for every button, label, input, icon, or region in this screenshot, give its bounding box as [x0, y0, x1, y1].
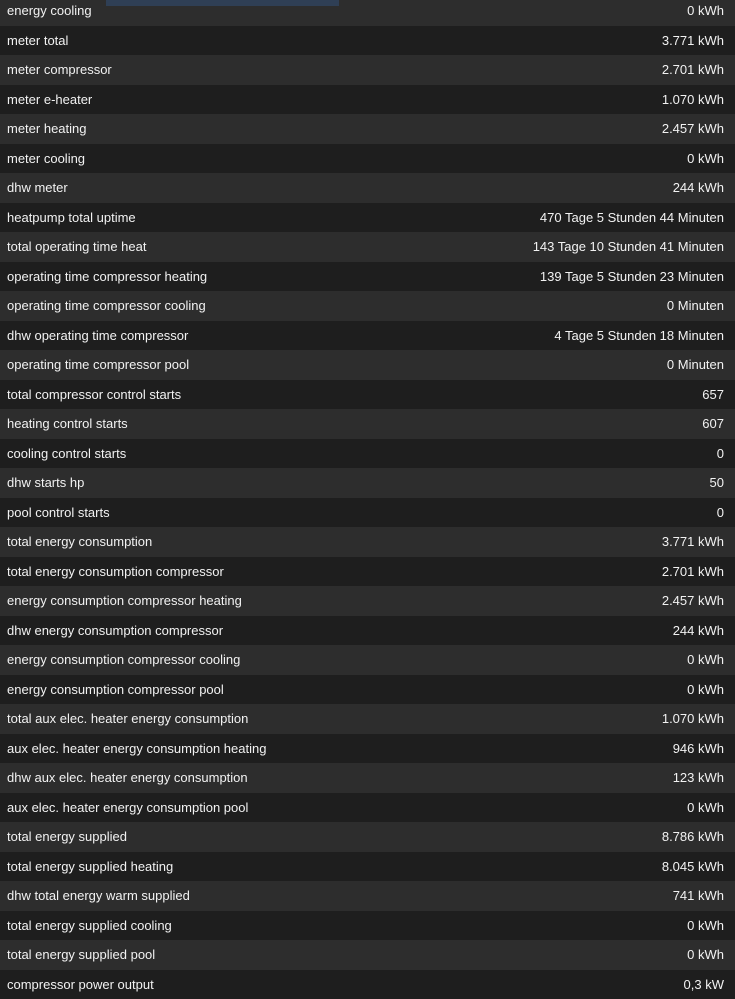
sensor-value: 244 kWh [672, 180, 724, 196]
list-item[interactable] [0, 557, 735, 587]
list-item[interactable] [0, 439, 735, 469]
sensor-label: cooling control starts [7, 445, 127, 461]
sensor-value: 8.786 kWh [661, 829, 724, 845]
sensor-label: meter e-heater [7, 91, 93, 107]
sensor-value: 139 Tage 5 Stunden 23 Minuten [539, 268, 724, 284]
sensor-label: compressor power output [7, 976, 154, 992]
list-item[interactable] [0, 173, 735, 203]
list-item[interactable] [0, 822, 735, 852]
list-item[interactable] [0, 586, 735, 616]
sensor-value: 946 kWh [672, 740, 724, 756]
sensor-label: total energy supplied [7, 829, 127, 845]
list-item[interactable] [0, 26, 735, 56]
list-item[interactable] [0, 675, 735, 705]
sensor-label: energy consumption compressor pool [7, 681, 224, 697]
sensor-label: total energy supplied pool [7, 947, 156, 963]
list-item[interactable] [0, 85, 735, 115]
sensor-label: operating time compressor cooling [7, 298, 206, 314]
list-item[interactable] [0, 970, 735, 999]
list-item[interactable] [0, 262, 735, 292]
list-item[interactable] [0, 350, 735, 380]
sensor-label: dhw energy consumption compressor [7, 622, 224, 638]
sensor-label: meter heating [7, 121, 87, 137]
sensor-label: total energy consumption compressor [7, 563, 224, 579]
sensor-value: 0 kWh [687, 681, 724, 697]
sensor-label: meter cooling [7, 150, 86, 166]
sensor-label: total compressor control starts [7, 386, 182, 402]
sensor-value: 0 kWh [687, 652, 724, 668]
sensor-label: total energy consumption [7, 534, 153, 550]
sensor-label: dhw meter [7, 180, 68, 196]
list-item[interactable] [0, 911, 735, 941]
sensor-label: dhw aux elec. heater energy consumption [7, 770, 248, 786]
list-item[interactable] [0, 940, 735, 970]
sensor-label: total energy supplied cooling [7, 917, 172, 933]
list-item[interactable] [0, 616, 735, 646]
list-item[interactable] [0, 498, 735, 528]
sensor-label: aux elec. heater energy consumption heating [7, 740, 267, 756]
list-item[interactable] [0, 645, 735, 675]
sensor-label: operating time compressor pool [7, 357, 190, 373]
sensor-label: energy cooling [7, 3, 92, 19]
sensor-label: meter compressor [7, 62, 112, 78]
sensor-label: dhw operating time compressor [7, 327, 189, 343]
sensor-value: 0 Minuten [666, 298, 724, 314]
list-item[interactable] [0, 763, 735, 793]
list-item[interactable] [0, 321, 735, 351]
sensor-label: total energy supplied heating [7, 858, 174, 874]
sensor-label: dhw total energy warm supplied [7, 888, 190, 904]
sensor-value: 0 kWh [687, 799, 724, 815]
list-item[interactable] [0, 380, 735, 410]
sensor-value: 2.701 kWh [661, 62, 724, 78]
sensor-label: heating control starts [7, 416, 128, 432]
sensor-value: 0 kWh [687, 3, 724, 19]
sensor-label: meter total [7, 32, 69, 48]
sensor-value: 244 kWh [672, 622, 724, 638]
sensor-label: operating time compressor heating [7, 268, 208, 284]
sensor-value: 607 [702, 416, 724, 432]
list-item[interactable] [0, 409, 735, 439]
list-item[interactable] [0, 734, 735, 764]
list-item[interactable] [0, 291, 735, 321]
sensor-value: 2.457 kWh [661, 121, 724, 137]
sensor-value: 8.045 kWh [661, 858, 724, 874]
sensor-value: 0,3 kW [683, 976, 724, 992]
sensor-value: 0 kWh [687, 947, 724, 963]
sensor-value: 2.457 kWh [661, 593, 724, 609]
sensor-label: dhw starts hp [7, 475, 85, 491]
sensor-value: 0 [716, 504, 724, 520]
sensor-value: 470 Tage 5 Stunden 44 Minuten [539, 209, 724, 225]
list-item[interactable] [0, 144, 735, 174]
list-item[interactable] [0, 203, 735, 233]
sensor-label: energy consumption compressor cooling [7, 652, 241, 668]
sensor-value: 0 kWh [687, 150, 724, 166]
sensor-value: 0 kWh [687, 917, 724, 933]
sensor-value: 0 Minuten [666, 357, 724, 373]
list-item[interactable] [0, 852, 735, 882]
sensor-label: heatpump total uptime [7, 209, 136, 225]
sensor-value: 50 [709, 475, 724, 491]
sensor-value: 123 kWh [672, 770, 724, 786]
sensor-value: 3.771 kWh [661, 534, 724, 550]
sensor-label: energy consumption compressor heating [7, 593, 242, 609]
sensor-label: total aux elec. heater energy consumption [7, 711, 249, 727]
list-item[interactable] [0, 232, 735, 262]
sensor-value: 3.771 kWh [661, 32, 724, 48]
list-item[interactable] [0, 114, 735, 144]
list-item[interactable] [0, 468, 735, 498]
sensor-value: 2.701 kWh [661, 563, 724, 579]
list-item[interactable] [0, 55, 735, 85]
sensor-value: 657 [702, 386, 724, 402]
sensor-value: 1.070 kWh [661, 91, 724, 107]
top-scroll-indicator [106, 0, 339, 6]
list-item[interactable] [0, 793, 735, 823]
list-item[interactable] [0, 527, 735, 557]
sensor-label: pool control starts [7, 504, 110, 520]
sensor-value: 741 kWh [672, 888, 724, 904]
sensor-value: 143 Tage 10 Stunden 41 Minuten [532, 239, 724, 255]
sensor-label: aux elec. heater energy consumption pool [7, 799, 249, 815]
sensor-value: 4 Tage 5 Stunden 18 Minuten [554, 327, 724, 343]
list-item[interactable] [0, 881, 735, 911]
list-item[interactable] [0, 704, 735, 734]
sensor-label: total operating time heat [7, 239, 147, 255]
sensor-value: 0 [716, 445, 724, 461]
sensor-value: 1.070 kWh [661, 711, 724, 727]
